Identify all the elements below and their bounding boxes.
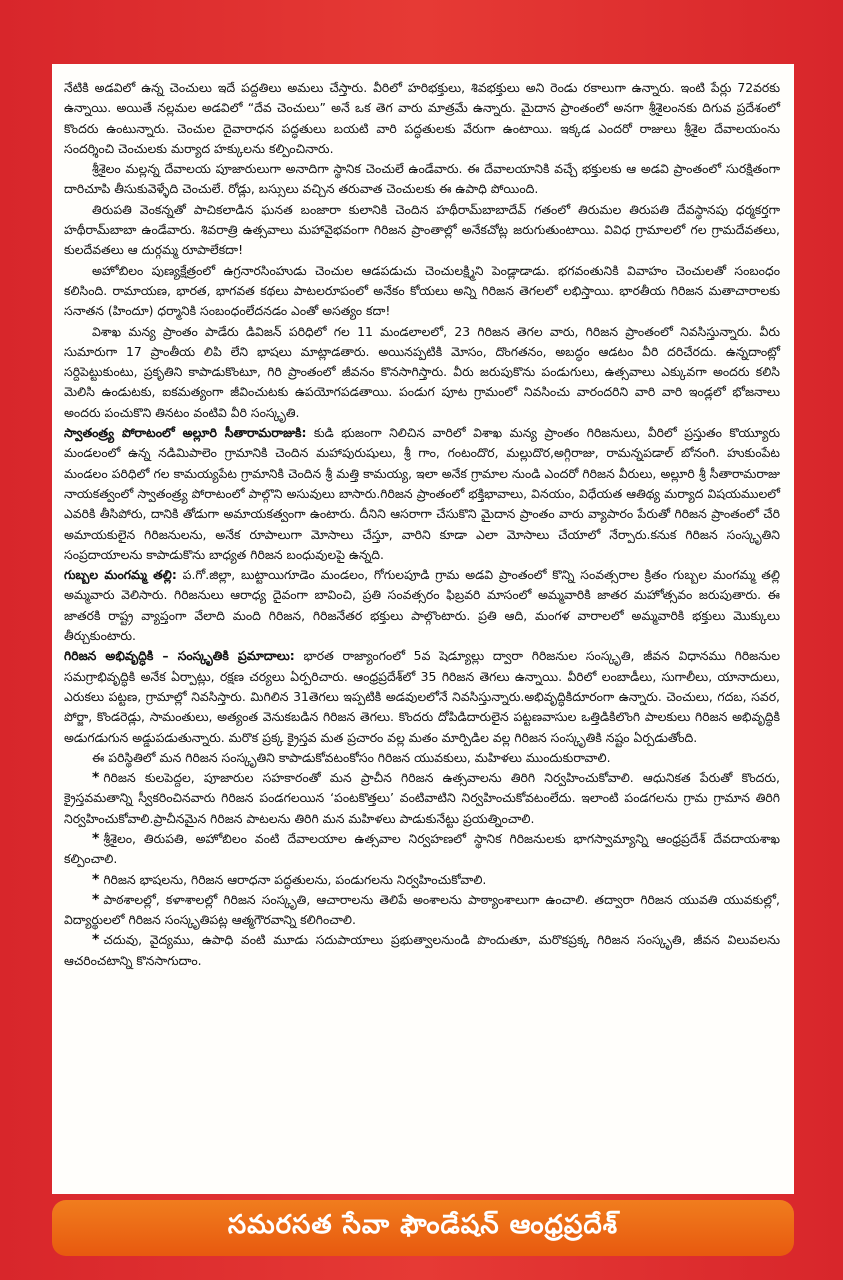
heading-gubbala-mangamma: గుబ్బల మంగమ్మ తల్లి:	[64, 567, 177, 583]
heading-freedom-struggle: స్వాతంత్ర్య పోరాటంలో అల్లూరి సీతారామరాజుకి:	[64, 425, 307, 441]
bullet-festivals	[64, 768, 780, 829]
bullet-continue-values	[64, 930, 780, 971]
paragraph-ahobilam: అహోబిలం పుణ్యక్షేత్రంలో ఉగ్రనారసింహుడు చెంచుల ఆడపడుచు చెంచులక్ష్మిని పెండ్లాడాడు. భగవంతునికి వివాహం చెంచులతో సంబంధం కలిసింది. రామాయణ, భారత, భాగవత కథలు పాటలరూపంలో అనేకం కోయలు అన్ని గిరిజన తెగలలో లభిస్తాయి. భారతీయ గిరిజన మతాచారాలకు సనాతన (హిందూ) ధర్మానికి సంబంధంలేదనడం ఎంతో అసత్యం కదా!	[64, 262, 780, 319]
bullet-languages	[64, 870, 780, 890]
bullet-education	[64, 890, 780, 931]
body-dangers: భారత రాజ్యాంగంలో 5వ షెడ్యూల్లు ద్వారా గిరిజనుల సంస్కృతి, జీవన విధానము గిరిజనుల సమగ్రాభివృద్ధికి అనేక ఏర్పాట్లు, రక్షణ చర్యలు ఏర్పరిచారు. ఆంధ్రప్రదేశ్‌లో 35 గిరిజన తెగలు ఉన్నాయి. వీరిలో లంబాడీలు, సుగాలీలు, యానాదులు, ఎరుకలు పట్టణ, గ్రామాల్లో నివసిస్తారు. మిగిలిన 31తెగలు ఇప్పటికి అడవులలోనే నివసిస్తున్నారు.అభివృద్ధికిదూరంగా ఉన్నారు. చెంచులు, గదబ, సవర, పోర్జా, కొండరెడ్లు, సామంతులు, అత్యంత వెనుకబడిన గిరిజన తెగలు. కొందరు దోపిడిదారులైన పట్టణవాసుల ఒత్తిడికిలొంగి పాలకులు గిరిజన అభివృద్ధికి అడుగడుగున అడ్డుపడుతున్నారు. మరొక ప్రక్క క్రైస్తవ మత ప్రచారం వల్ల మతం మార్పిడిల వల్ల గిరిజన సంస్కృతికి నష్టం ఏర్పడుతోంది.	[64, 648, 780, 745]
body-gubbala-mangamma: ప.గో.జిల్లా, బుట్టాయిగూడెం మండలం, గోగులపూడి గ్రామ అడవి ప్రాంతంలో కొన్ని సంవత్సరాల క్రితం గుబ్బల మంగమ్మ తల్లి అమ్మవారు వెలిసారు. గిరిజనులు ఆరాధ్య దైవంగా బావించి, ప్రతి సంవత్సరం ఫిబ్రవరి మాసంలో అమ్మవారికి జాతర మహోత్సవం జరుపుతారు. ఈ జాతరకి రాష్ట్ర వ్యాప్తంగా వేలాది మంది గిరిజన, గిరిజనేతర భక్తులు పాల్గొంటారు. ప్రతి ఆది, మంగళ వారాలలో అమ్మవారికి భక్తులు మొక్కులు తీర్చుకుంటారు.	[64, 567, 780, 644]
asterisk-icon: *	[92, 871, 100, 888]
paragraph-visakha-agency: విశాఖ మన్య ప్రాంతం పాడేరు డివిజన్ పరిధిలో గల 11 మండలాలలో, 23 గిరిజన తెగల వారు, గిరిజన ప్రాంతంలో నివసిస్తున్నారు. వీరు సుమారుగా 17 ప్రాంతీయ లిపి లేని భాషలు మాట్లాడతారు. అయినప్పటికి మోసం, దొంగతనం, అబద్ధం ఆడటం వీరి దరిచేరదు. ఉన్నదాంట్లో సర్దిపెట్టుకుంటు, ప్రకృతిని కాపాడుకొంటూ, గిరి ప్రాంతంలో జీవనం కొనసాగిస్తారు. వీరు జరుపుకొను పండుగులు, ఉత్సవాలు ఎక్కువగా అందరు కలిసి మెలిసి ఉండుటకు, ఐకమత్యంగా జీవించుటకు ఉపయోగపడతాయి. పండుగ పూట గ్రామంలో నివసించు వారందరిని వారి వారి ఇండ్లలో భోజనాలు అందరు పంచుకొని తినటం వంటివి వీరి సంస్కృతి.	[64, 323, 780, 420]
bullet-festivals-text: గిరిజన కులపెద్దల, పూజారుల సహకారంతో మన ప్రాచీన గిరిజన ఉత్సవాలను తిరిగి నిర్వహించుకోవాలి. ఆధునికత పేరుతో కొందరు, క్రైస్తవమతాన్ని స్వీకరించినవారు గిరిజన పండగలయిన ‘పంటకొత్తలు’ వంటివాటిని నిర్వహించుకోవటంలేదు. ఇలాంటి పండగలను గ్రామ గ్రామాన తిరిగి నిర్వహించుకోవాలి.ప్రాచీనమైన గిరిజన పాటలను తిరిగి మన మహిళలు పాడుకునేట్టు ప్రయత్నించాలి.	[64, 770, 780, 826]
bullet-temple-participation	[64, 829, 780, 870]
asterisk-icon: *	[92, 830, 100, 847]
heading-dangers: గిరిజన అభివృద్ధికి – సంస్కృతికి ప్రమాదాలు:	[64, 648, 295, 664]
article-page	[52, 64, 794, 1194]
paragraph-call-to-youth: ఈ పరిస్థితిలో మన గిరిజన సంస్కృతిని కాపాడుకోవటంకోసం గిరిజన యువకులు, మహిళలు ముందుకురావాలి.	[92, 749, 611, 765]
bullet-education-text: పాఠశాలల్లో, కళాశాలల్లో గిరిజన సంస్కృతి, ఆచారాలను తెలిపే అంశాలను పాఠ్యాంశాలుగా ఉంచాలి. తద్వారా గిరిజన యువతి యువకుల్లో, విద్యార్థులలో గిరిజన సంస్కృతిపట్ల ఆత్మగౌరవాన్ని కలిగించాలి.	[64, 891, 780, 928]
asterisk-icon: *	[92, 770, 100, 787]
footer-banner	[52, 1200, 794, 1256]
paragraph-freedom-struggle	[64, 423, 780, 565]
bullet-languages-text: గిరిజన భాషలను, గిరిజన ఆరాధనా పద్ధతులను, పండుగలను నిర్వహించుకోవాలి.	[103, 871, 487, 887]
bullet-temple-text: శ్రీశైలం, తిరుపతి, అహోబిలం వంటి దేవాలయాల ఉత్సవాల నిర్వహణలో స్థానిక గిరిజనులకు భాగస్వామ్యాన్ని ఆంధ్రప్రదేశ్ దేవదాయశాఖ కల్పించాలి.	[64, 830, 780, 867]
paragraph-tirupati-hathiram: తిరుపతి వెంకన్నతో పాచికలాడిన ఘనత బంజారా కులానికి చెందిన హథీరామ్‌బాబాదేవ్ గతంలో తిరుమల తిరుపతి దేవస్థానపు ధర్మకర్తగా హథీరామ్‌బాబా ఉండేవారు. శివరాత్రి ఉత్సవాలు మహావైభవంగా గిరిజన ప్రాంతాల్లో అనేకచోట్ల జరుగుతుంటాయి. వివిధ గ్రామాలలో గల గ్రామదేవతలు, కులదేవతలు ఆ దుర్గమ్మ రూపాలేకదా!	[64, 201, 780, 258]
paragraph-gubbala-mangamma	[64, 565, 780, 646]
asterisk-icon: *	[92, 891, 100, 908]
paragraph-dangers	[64, 646, 780, 747]
paragraph-chenchu-practices: నేటికి అడవిలో ఉన్న చెంచులు ఇదే పద్దతిలు అమలు చేస్తారు. వీరిలో హరిభక్తులు, శివభక్తులు అని రెండు రకాలుగా ఉన్నారు. ఇంటి పేర్లు 72వరకు ఉన్నాయి. అయితే నల్లమల అడవిలో “దేవ చెంచులు” అనే ఒక తెగ వారు మాత్రమే ఉన్నారు. మైదాన ప్రాంతంలో అనగా శ్రీశైలంనకు దిగువ ప్రదేశంలో కొందరు ఉంటున్నారు. చెంచుల దైవారాధన పద్ధతులు బయటి వారి పద్ధతులకు వేరుగా ఉంటాయి. ఇక్కడ ఎందరో రాజులు శ్రీశైల దేవాలయంను సందర్శించి చెంచులకు మర్యాద హక్కులను కల్పించినారు.	[64, 80, 780, 156]
footer-organization-name: సమరసత సేవా ఫౌండేషన్ ఆంధ్రప్రదేశ్	[227, 1210, 619, 1240]
body-freedom-struggle: కుడి భుజంగా నిలిచిన వారిలో విశాఖ మన్య ప్రాంతం గిరిజనులు, వీరిలో ప్రస్తుతం కొయ్యూరు మండలంలో ఉన్న నడిమిపాలెం గ్రామానికి చెందిన మహాపురుషులు, శ్రీ గాం, గంటందొర, మల్లుదొర,అగ్గిరాజు, రామన్నపడాల్ బోనంగి. హుకుంపేట మండలం పరిధిలో గల కామయ్యపేట గ్రామానికి చెందిన శ్రీ మత్తి కామయ్య, ఇలా అనేక గ్రామాల నుండి ఎందరో గిరిజన వీరులు, అల్లూరి శ్రీ సీతారామరాజు నాయకత్వంలో స్వాతంత్ర్య పోరాటంలో పాల్గొని అసువులు బాసారు.గిరిజన ప్రాంతంలో భక్తిభావాలు, వినయం, విధేయత ఆతిథ్య మర్యాద విషయములలో ఎవరికి తీసిపోరు, దానికి తోడుగా అమాయకత్వంగా ఉంటారు. దీనిని ఆసరాగా చేసుకొని మైదాన ప్రాంతం వారు వ్యాపారం పేరుతో గిరిజన ప్రాంతంలో చేరి అమాయకులైన గిరిజనులను, అనేక రూపాలుగా మోసాలు చేస్తూ, వారిని కూడా ఎలా మోసాలు చేయాలో నేర్పారు.కనుక గిరిజన సంస్కృతిని సంప్రదాయాలను కాపాడుకొను బాధ్యత గిరిజన బంధువులపై ఉన్నది.	[64, 425, 780, 562]
asterisk-icon: *	[92, 932, 100, 949]
paragraph-srisailam-priests: శ్రీశైలం మల్లన్న దేవాలయ పూజారులుగా అనాదిగా స్థానిక చెంచులే ఉండేవారు. ఈ దేవాలయానికి వచ్చే భక్తులకు ఆ అడవి ప్రాంతంలో సురక్షితంగా దారిచూపి తీసుకువెళ్ళేది చెంచులే. రోడ్లు, బస్సులు వచ్చిన తరువాత చెంచులకు ఈ ఉపాధి పోయింది.	[64, 161, 780, 197]
bullet-continue-text: చదువు, వైద్యము, ఉపాధి వంటి మూడు సదుపాయాలు ప్రభుత్వాలనుండి పొందుతూ, మరొకప్రక్క గిరిజన సంస్కృతి, జీవన విలువలను ఆచరించటాన్ని కొనసాగుదాం.	[64, 932, 780, 968]
